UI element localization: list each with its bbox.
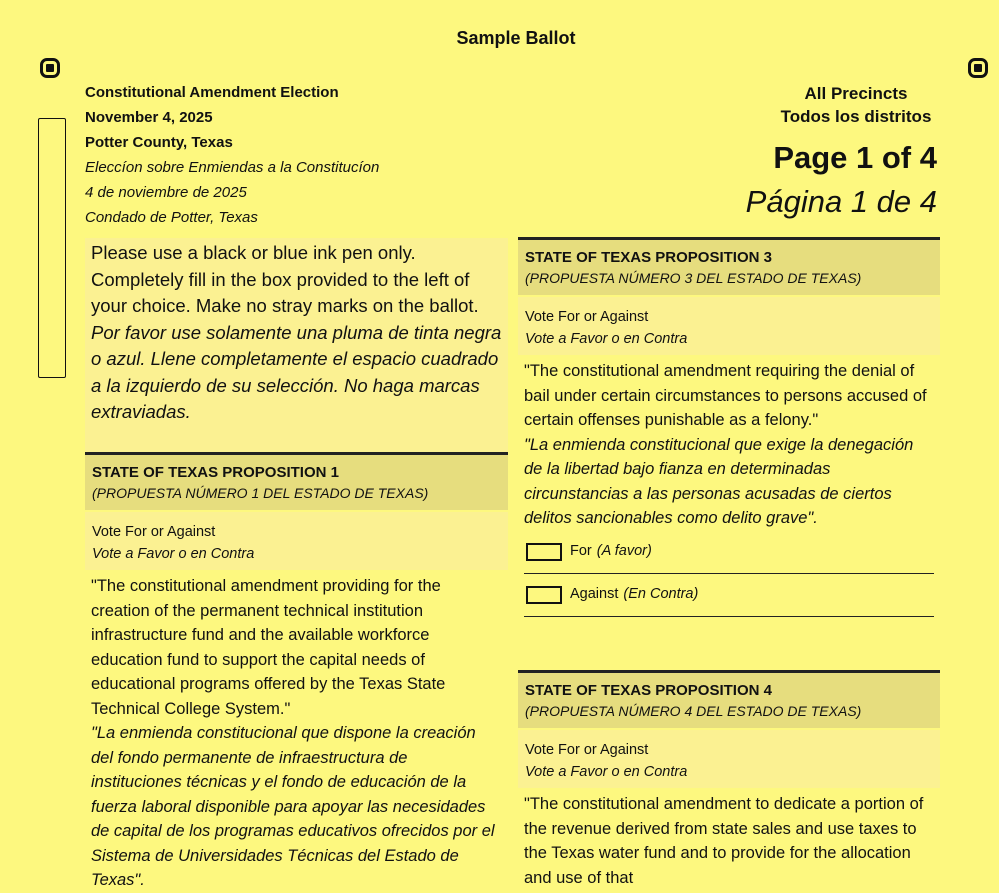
vote-instruction-es: Vote a Favor o en Contra (525, 764, 688, 780)
proposition-text-en: "The constitutional amendment providing for the creation of the permanent technical institution infrastructure fund and the available workforce education fund to support the capital needs of educational programs offered by the Texas State Technical College System." (91, 577, 446, 718)
election-name-es: Eleccíon sobre Enmiendas a la Constitucíon (85, 159, 380, 176)
election-name: Constitutional Amendment Election (85, 84, 339, 101)
contest-title: STATE OF TEXAS PROPOSITION 3 (525, 249, 772, 266)
vote-instruction (518, 297, 940, 355)
vote-box-against[interactable] (526, 586, 562, 604)
registration-mark-icon (40, 58, 60, 78)
proposition-text (518, 788, 940, 890)
page-number-es: Página 1 de 4 (745, 184, 937, 219)
option-label: For (570, 543, 592, 560)
option-for[interactable] (524, 531, 934, 574)
contest-subtitle: (PROPUESTA NÚMERO 1 DEL ESTADO DE TEXAS) (92, 485, 429, 501)
precincts-es: Todos los distritos (780, 107, 932, 126)
proposition-text-en: "The constitutional amendment requiring the denial of bail under certain circumstances to persons accused of certain offenses punishable as a felony." (524, 362, 927, 429)
contest-title: STATE OF TEXAS PROPOSITION 4 (525, 682, 772, 699)
vote-instruction (85, 512, 508, 570)
option-label: Against (570, 586, 619, 603)
instructions (85, 238, 508, 452)
vote-instruction-en: Vote For or Against (525, 309, 649, 325)
proposition-text (518, 355, 940, 617)
vote-box-for[interactable] (526, 543, 562, 561)
vote-instruction-es: Vote a Favor o en Contra (92, 546, 255, 562)
option-label-es: (En Contra) (623, 586, 699, 603)
proposition-text-es: "La enmienda constitucional que dispone la creación del fondo permanente de infraestructura de instituciones técnicas y el fondo de educación de la fuerza laboral disponible para apoyar las necesidades de capital de los programas educativos ofrecidos por el Sistema de Universidades Técnicas del Estado de Texas". (91, 724, 495, 889)
contest-subtitle: (PROPUESTA NÚMERO 4 DEL ESTADO DE TEXAS) (525, 703, 862, 719)
option-label-es: (A favor) (596, 543, 652, 560)
instructions-es: Por favor use solamente una pluma de tinta negra o azul. Llene completamente el espacio cuadrado a la izquierdo de su selección. No haga marcas extraviadas. (91, 321, 502, 422)
vote-instruction-en: Vote For or Against (92, 524, 216, 540)
proposition-text-es: "La enmienda constitucional que exige la denegación de la libertad bajo fianza en determinadas circunstancias a las personas acusadas de ciertos delitos sancionables como delito grave". (524, 435, 914, 527)
contest-header (85, 455, 508, 510)
vote-instruction (518, 730, 940, 788)
contest-proposition-4 (518, 670, 940, 890)
election-header (85, 80, 379, 230)
precincts-en: All Precincts (804, 84, 908, 103)
contest-header (518, 673, 940, 728)
option-against[interactable] (524, 574, 934, 617)
contest-title: STATE OF TEXAS PROPOSITION 1 (92, 464, 339, 481)
ballot-title: Sample Ballot (456, 28, 576, 48)
contest-header (518, 240, 940, 295)
contest-proposition-1 (85, 452, 508, 893)
instructions-en: Please use a black or blue ink pen only. Completely fill in the box provided to the left of your choice. Make no stray marks on the ballot. (91, 242, 479, 316)
page-header (746, 82, 937, 220)
timing-bar (38, 118, 66, 378)
election-county: Potter County, Texas (85, 134, 233, 151)
election-date: November 4, 2025 (85, 109, 213, 126)
vote-instruction-en: Vote For or Against (525, 742, 649, 758)
election-county-es: Condado de Potter, Texas (85, 209, 258, 226)
registration-mark-icon (968, 58, 988, 78)
proposition-text (85, 570, 508, 893)
contest-subtitle: (PROPUESTA NÚMERO 3 DEL ESTADO DE TEXAS) (525, 270, 862, 286)
page-number: Page 1 of 4 (773, 140, 937, 175)
election-date-es: 4 de noviembre de 2025 (85, 184, 247, 201)
vote-instruction-es: Vote a Favor o en Contra (525, 331, 688, 347)
contest-proposition-3 (518, 237, 940, 617)
precincts-label (771, 82, 941, 128)
proposition-text-en: "The constitutional amendment to dedicate a portion of the revenue derived from state sales and use taxes to the Texas water fund and to provide for the allocation and use of that (524, 795, 924, 887)
